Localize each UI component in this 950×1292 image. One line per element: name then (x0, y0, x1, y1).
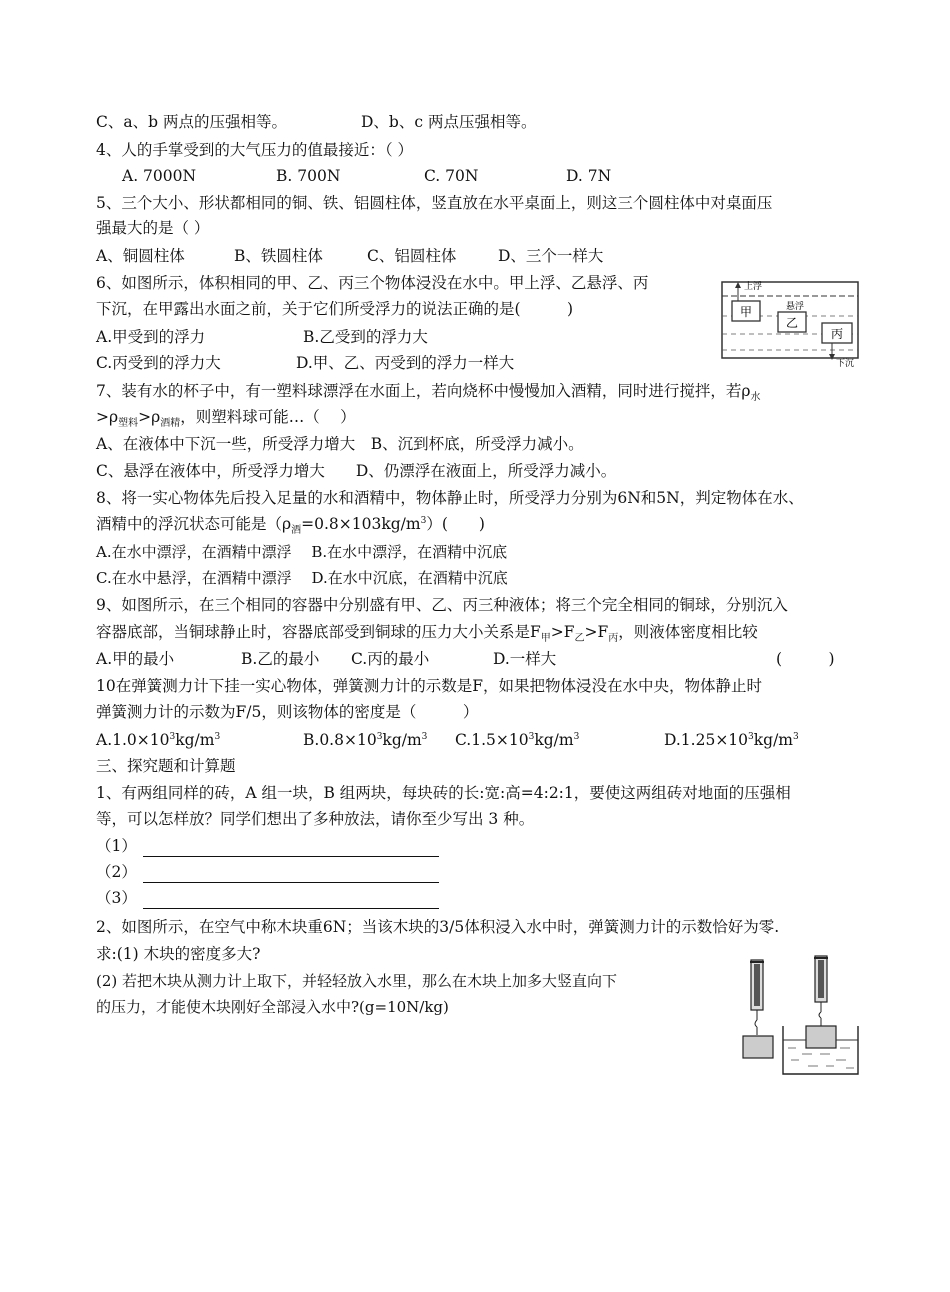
label-float: 悬浮 (786, 302, 805, 312)
q10-option-c: $C.1.5\times 10^3kg/m^3$ (455, 731, 580, 749)
q10-option-a: $A.1.0\times 10^3kg/m^3$ (96, 731, 221, 749)
q5-option-d: D、三个一样大 (498, 247, 604, 265)
p1-blank-3: （3） (96, 887, 439, 909)
q8-options-ab: A.在水中漂浮，在酒精中漂浮 B.在水中漂浮，在酒精中沉底 (96, 543, 508, 561)
q6-option-b: B.乙受到的浮力大 (303, 328, 428, 346)
answer-line-2[interactable] (143, 866, 439, 883)
q5-option-c: C、铝圆柱体 (367, 247, 457, 265)
p2-stem-line2: 求:(1) 木块的密度多大? (96, 945, 261, 963)
q7-options-cd: C、悬浮在液体中，所受浮力增大 D、仍漂浮在液面上，所受浮力减小。 (96, 462, 617, 480)
q7-stem-line1: 7、装有水的杯子中，有一塑料球漂浮在水面上，若向烧杯中慢慢加入酒精，同时进行搅拌，若$\rho_水$ (96, 382, 761, 404)
q4-option-d: D. 7N (566, 167, 612, 185)
q5-stem-line2: 强最大的是（ ） (96, 219, 210, 237)
p1-blank-1: （1） (96, 835, 439, 857)
q6-option-a: A.甲受到的浮力 (96, 328, 206, 346)
q9-option-d: D.一样大 (493, 650, 557, 668)
q9-option-c: C.丙的最小 (351, 650, 430, 668)
q3-option-d: D、b、c 两点压强相等。 (361, 113, 537, 131)
q9-stem-line2: 容器底部，当铜球静止时，容器底部受到铜球的压力大小关系是$F_甲>F_乙>F_丙$，则液体密度相比较 (96, 623, 758, 645)
q6-option-c: C.丙受到的浮力大 (96, 354, 221, 372)
answer-line-1[interactable] (143, 840, 439, 857)
q7-options-ab: A、在液体中下沉一些，所受浮力增大 B、沉到杯底，所受浮力减小。 (96, 435, 584, 453)
spring-scale-figure (736, 950, 866, 1078)
q8-stem-line2: 酒精中的浮沉状态可能是$(\rho_酒=0.8\times 103kg/m^3)$( ) (96, 515, 485, 537)
p1-stem-line2: 等，可以怎样放？同学们想出了多种放法，请你至少写出 3 种。 (96, 810, 535, 828)
q10-option-d: $D.1.25\times 10^3kg/m^3$ (664, 731, 799, 749)
wood-block-left (743, 1036, 773, 1058)
label-yi: 乙 (785, 316, 799, 330)
answer-line-3[interactable] (143, 892, 439, 909)
q8-options-cd: C.在水中悬浮，在酒精中漂浮 D.在水中沉底，在酒精中沉底 (96, 569, 508, 587)
q4-stem: 4、人的手掌受到的大气压力的值最接近：（ ） (96, 141, 414, 159)
p2-stem-line4: 的压力，才能使木块刚好全部浸入水中?(g=10N/kg) (96, 998, 449, 1016)
p1-blank-2: （2） (96, 861, 439, 883)
p2-stem-line3: (2) 若把木块从测力计上取下，并轻轻放入水里，那么在木块上加多大竖直向下 (96, 972, 618, 990)
spring-scale-right (806, 956, 836, 1048)
q4-option-b: B. 700N (276, 167, 341, 185)
q8-stem-line1: 8、将一实心物体先后投入足量的水和酒精中，物体静止时，所受浮力分别为6N和5N，判定物体在水、 (96, 489, 804, 507)
q6-stem-line2: 下沉，在甲露出水面之前，关于它们所受浮力的说法正确的是( ) (96, 300, 574, 318)
q10-option-b: $B.0.8\times 10^3kg/m^3$ (303, 731, 428, 749)
q10-stem-line2: 弹簧测力计的示数为F/5，则该物体的密度是（ ） (96, 703, 479, 721)
q7-stem-line2: $>\rho_{塑料}>\rho_{酒精}$，则塑料球可能…（ ） (96, 408, 356, 430)
q9-answer-paren: ( ) (776, 650, 835, 668)
q4-option-a: A. 7000N (122, 167, 197, 185)
label-up: 上浮 (744, 282, 763, 292)
label-down: 下沉 (836, 359, 855, 368)
q6-stem-line1: 6、如图所示，体积相同的甲、乙、丙三个物体浸没在水中。甲上浮、乙悬浮、丙 (96, 274, 649, 292)
q3-option-c: C、a、b 两点的压强相等。 (96, 113, 287, 131)
q6-option-d: D.甲、乙、丙受到的浮力一样大 (296, 354, 515, 372)
q9-option-b: B.乙的最小 (241, 650, 320, 668)
wood-block-right (806, 1026, 836, 1048)
q9-stem-line1: 9、如图所示，在三个相同的容器中分别盛有甲、乙、丙三种液体；将三个完全相同的铜球，分别沉入 (96, 596, 788, 614)
q5-option-a: A、铜圆柱体 (96, 247, 185, 265)
q4-option-c: C. 70N (424, 167, 479, 185)
buoyancy-tank-figure (718, 276, 864, 368)
q9-option-a: A.甲的最小 (96, 650, 175, 668)
label-jia: 甲 (739, 305, 753, 319)
p2-stem-line1: 2、如图所示，在空气中称木块重6N；当该木块的3/5体积浸入水中时，弹簧测力计的示数恰好为零. (96, 918, 780, 936)
q5-option-b: B、铁圆柱体 (234, 247, 323, 265)
label-bing: 丙 (830, 327, 844, 341)
spring-scale-left (743, 960, 773, 1058)
q10-stem-line1: 10在弹簧测力计下挂一实心物体，弹簧测力计的示数是F，如果把物体浸没在水中央，物体静止时 (96, 677, 762, 695)
section-three-heading: 三、探究题和计算题 (96, 757, 236, 775)
q5-stem-line1: 5、三个大小、形状都相同的铜、铁、铝圆柱体，竖直放在水平桌面上，则这三个圆柱体中对桌面压 (96, 194, 773, 212)
p1-stem-line1: 1、有两组同样的砖，A 组一块，B 组两块，每块砖的长:宽:高=4:2:1，要使这两组砖对地面的压强相 (96, 784, 791, 802)
